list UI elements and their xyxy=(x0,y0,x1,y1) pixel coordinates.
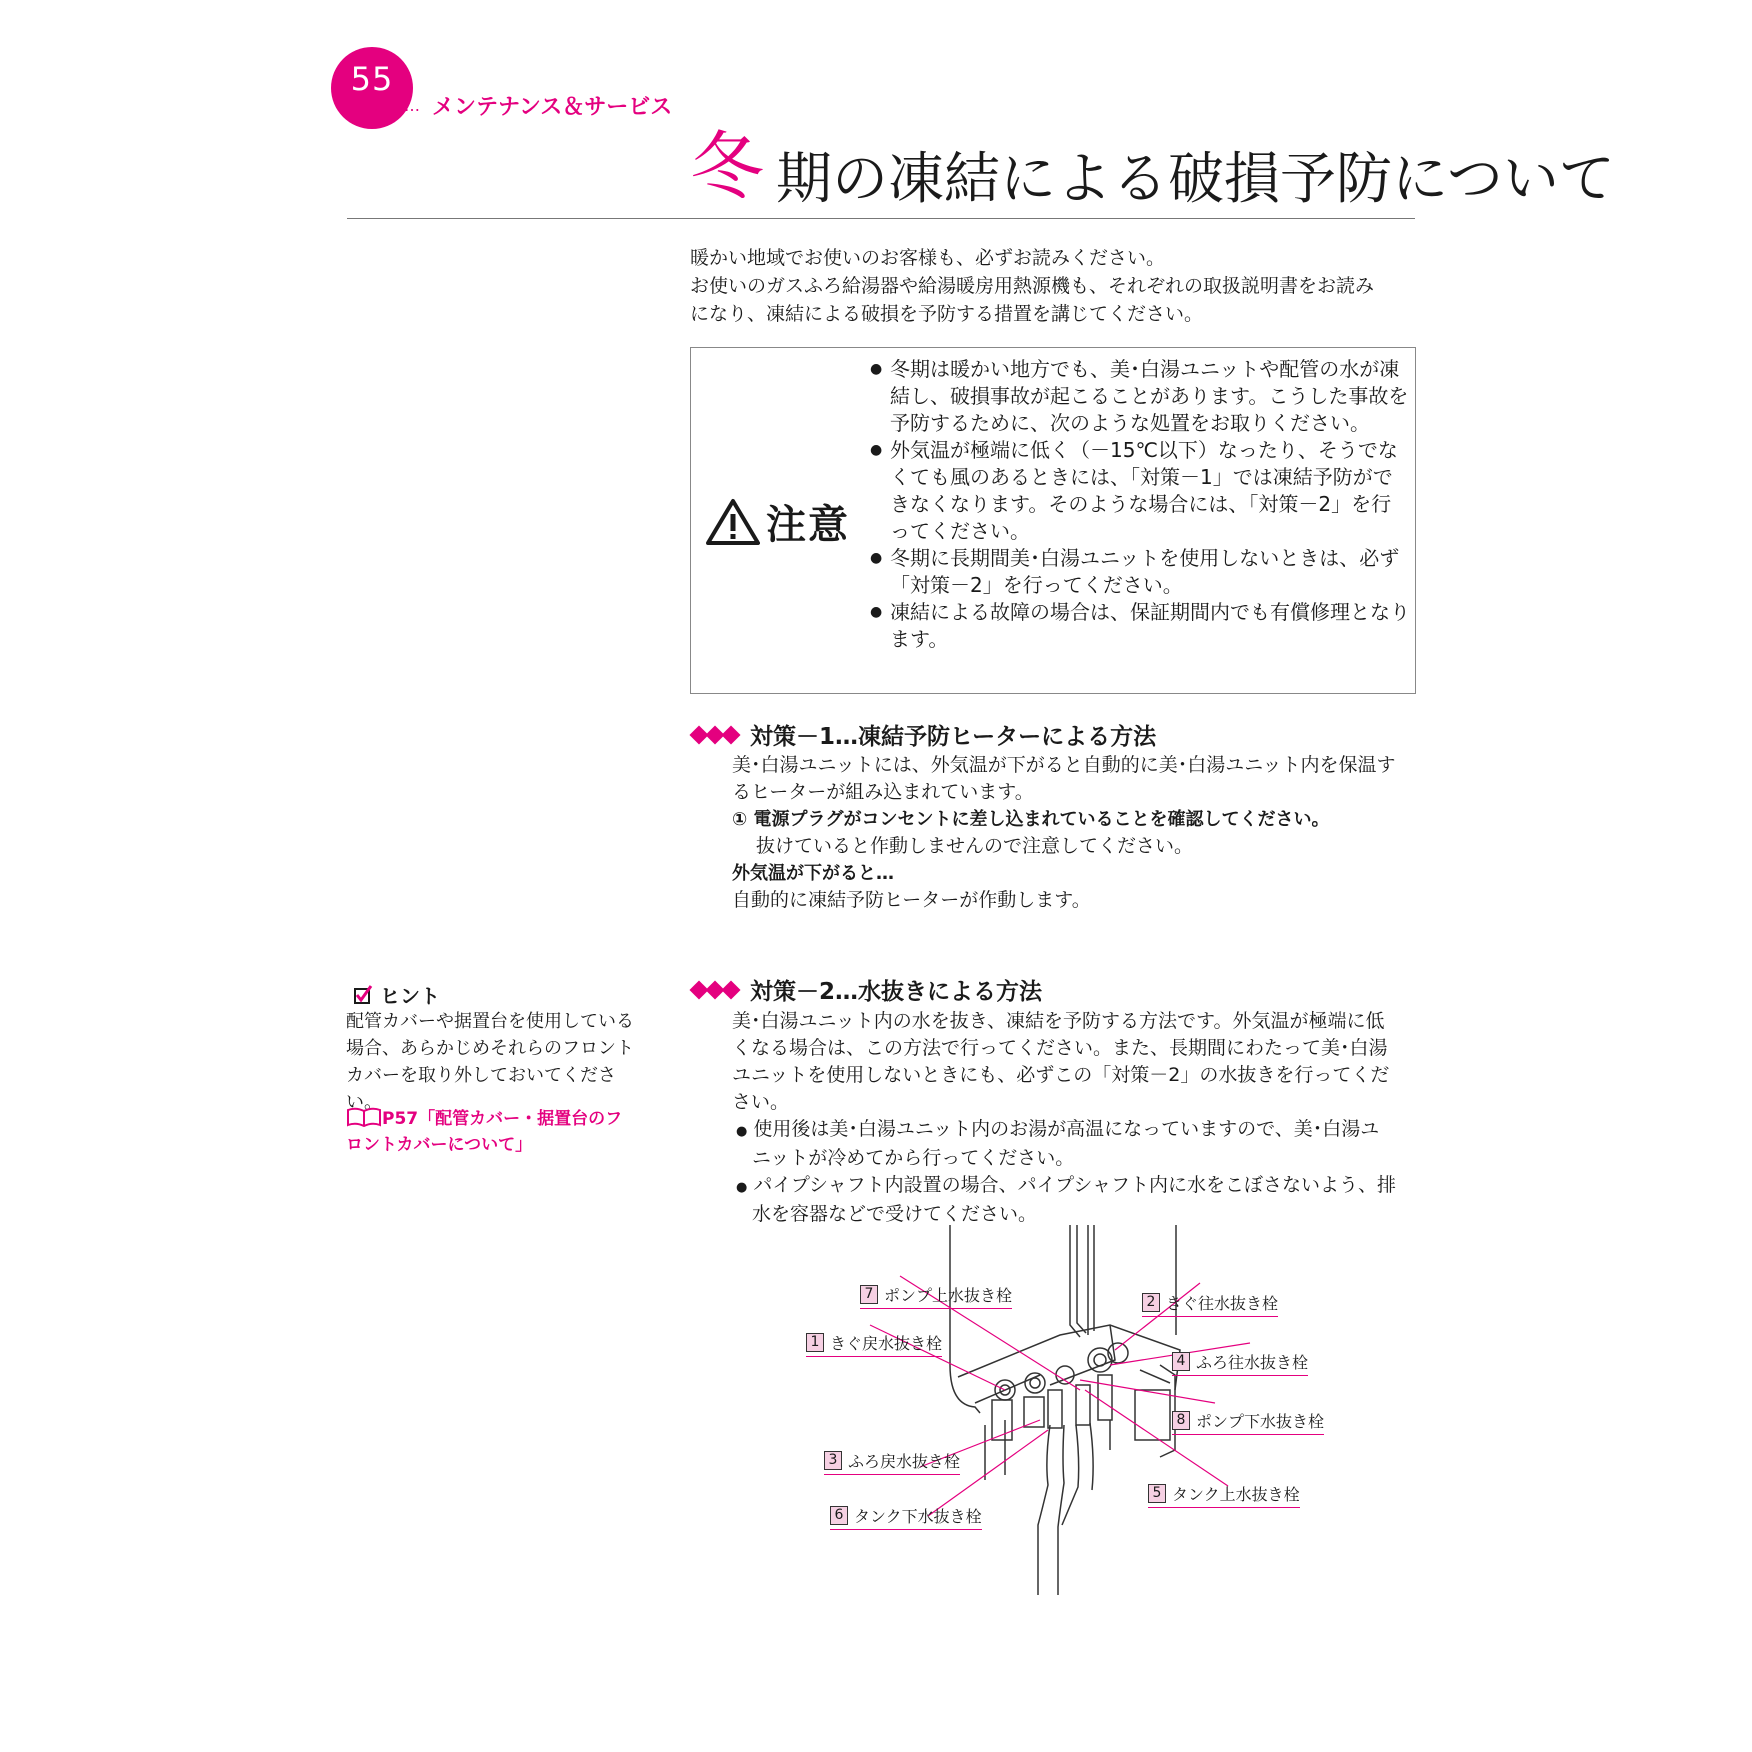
valve-number: 3 xyxy=(824,1451,842,1470)
warning-triangle-icon xyxy=(706,498,760,546)
checkbox-icon xyxy=(352,984,374,1006)
body-line: るヒーターが組み込まれています。 xyxy=(732,781,1034,803)
measure2-bullet-cont: ニットが冷めてから行ってください。 xyxy=(752,1147,1075,1169)
caution-item: ● 凍結による故障の場合は、保証期間内でも有償修理となります。 xyxy=(870,599,1410,653)
body-line: さい。 xyxy=(732,1091,790,1113)
title-divider xyxy=(347,218,1415,219)
valve-label-4 xyxy=(1172,1350,1308,1376)
valve-name: ポンプ上水抜き栓 xyxy=(884,1286,1013,1305)
measure2-title: 対策－2…水抜きによる方法 xyxy=(750,979,1043,1005)
hint-title: ヒント xyxy=(380,984,440,1008)
body-line: 美･白湯ユニット内の水を抜き、凍結を予防する方法です。外気温が極端に低 xyxy=(732,1010,1385,1032)
measure2-body xyxy=(732,1008,1422,1228)
valve-number: 6 xyxy=(830,1506,848,1525)
valve-name: ふろ戻水抜き栓 xyxy=(848,1452,961,1471)
valve-number: 4 xyxy=(1172,1352,1190,1371)
valve-label-8 xyxy=(1172,1409,1324,1435)
caution-item: ● 外気温が極端に低く（－15℃以下）なったり、そうでなくても風のあるときには、「対策－1」では凍結予防ができなくなります。そのような場合には、「対策－2」を行ってください。 xyxy=(870,437,1410,545)
intro-text xyxy=(690,244,1420,328)
valve-number: 5 xyxy=(1148,1484,1166,1503)
caution-item: ● 冬期は暖かい地方でも、美･白湯ユニットや配管の水が凍結し、破損事故が起こることがあります。こうした事故を予防するために、次のような処置をお取りください。 xyxy=(870,356,1410,437)
hint-body: 配管カバーや据置台を使用している場合、あらかじめそれらのフロントカバーを取り外しておいてください。 xyxy=(346,1011,634,1113)
diamond-bullets-icon xyxy=(690,981,738,999)
caution-heading xyxy=(706,493,850,550)
valve-number: 8 xyxy=(1172,1411,1190,1430)
intro-line: 暖かい地域でお使いのお客様も、必ずお読みください。 xyxy=(690,247,1166,269)
page-title: 期の凍結による破損予防について xyxy=(776,147,1615,212)
valve-number: 7 xyxy=(860,1285,878,1304)
valve-name: タンク下水抜き栓 xyxy=(854,1507,982,1526)
measure1-step: ① 電源プラグがコンセントに差し込まれていることを確認してください。 xyxy=(732,809,1330,830)
title-initial: 冬 xyxy=(690,124,764,210)
hint-heading xyxy=(352,980,440,1009)
caution-list xyxy=(870,356,1410,653)
measure1-title: 対策－1…凍結予防ヒーターによる方法 xyxy=(750,724,1157,750)
valve-label-3 xyxy=(824,1449,960,1475)
hint-link-text[interactable]: P57「配管カバー・据置台のフロントカバーについて」 xyxy=(346,1109,623,1155)
caution-label: 注意 xyxy=(766,502,850,548)
diamond-bullets-icon xyxy=(690,726,738,744)
body-line: 美･白湯ユニットには、外気温が下がると自動的に美･白湯ユニット内を保温す xyxy=(732,754,1396,776)
measure1-subtext: 自動的に凍結予防ヒーターが作動します。 xyxy=(732,889,1091,911)
hint-reference[interactable] xyxy=(346,1106,638,1158)
valve-number: 2 xyxy=(1142,1293,1160,1312)
intro-line: になり、凍結による破損を予防する措置を講じてください。 xyxy=(690,303,1204,325)
caution-item: ● 冬期に長期間美･白湯ユニットを使用しないときは、必ず「対策－2」を行ってください。 xyxy=(870,545,1410,599)
measure2-heading xyxy=(690,973,1042,1006)
measure1-heading xyxy=(690,718,1156,751)
valve-label-5 xyxy=(1148,1482,1300,1508)
valve-label-7 xyxy=(860,1283,1012,1309)
header-dots: ……… xyxy=(368,96,422,115)
measure2-bullet: ● パイプシャフト内設置の場合、パイプシャフト内に水をこぼさないよう、排 xyxy=(736,1174,1396,1196)
section-label: メンテナンス＆サービス xyxy=(432,95,673,120)
valve-name: ポンプ下水抜き栓 xyxy=(1196,1412,1325,1431)
valve-name: きぐ戻水抜き栓 xyxy=(830,1334,943,1353)
valve-name: タンク上水抜き栓 xyxy=(1172,1485,1300,1504)
measure2-bullet-cont: 水を容器などで受けてください。 xyxy=(752,1203,1038,1225)
measure1-step-note: 抜けていると作動しませんので注意してください。 xyxy=(756,835,1194,857)
valve-name: きぐ往水抜き栓 xyxy=(1166,1294,1279,1313)
page-number: 55 xyxy=(350,60,394,98)
valve-label-6 xyxy=(830,1504,982,1530)
measure1-body xyxy=(732,752,1422,914)
measure1-subhead: 外気温が下がると… xyxy=(732,863,894,884)
intro-line: お使いのガスふろ給湯器や給湯暖房用熱源機も、それぞれの取扱説明書をお読み xyxy=(690,275,1375,297)
valve-label-2 xyxy=(1142,1291,1278,1317)
valve-number: 1 xyxy=(806,1333,824,1352)
body-line: ユニットを使用しないときにも、必ずこの「対策－2」の水抜きを行ってくだ xyxy=(732,1064,1390,1086)
valve-label-1 xyxy=(806,1331,942,1357)
measure2-bullet: ● 使用後は美･白湯ユニット内のお湯が高温になっていますので、美･白湯ユ xyxy=(736,1118,1380,1140)
book-icon xyxy=(346,1107,382,1127)
body-line: くなる場合は、この方法で行ってください。また、長期間にわたって美･白湯 xyxy=(732,1037,1388,1059)
valve-name: ふろ往水抜き栓 xyxy=(1196,1353,1309,1372)
